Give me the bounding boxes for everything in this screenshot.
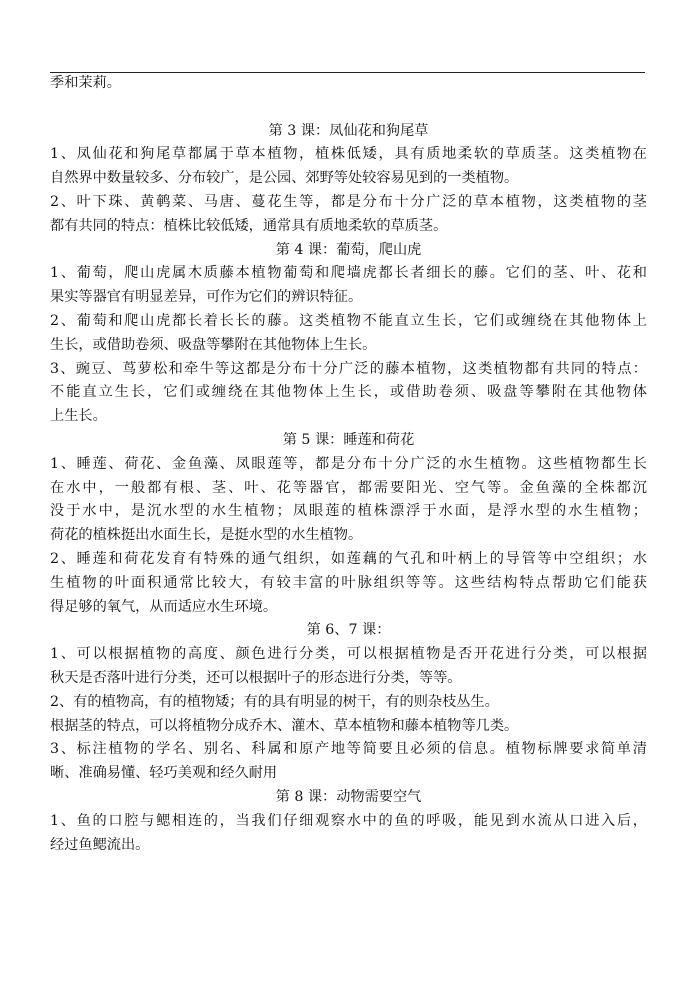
paragraph-line: 1、凤仙花和狗尾草都属于草本植物，植株低矮，具有质地柔软的草质茎。这类植物在 xyxy=(50,146,647,163)
lesson-4-title: 第 4 课：葡萄，爬山虎 xyxy=(275,241,422,258)
lesson-8-title: 第 8 课：动物需要空气 xyxy=(275,788,422,805)
continuation-text: 季和茉莉。 xyxy=(50,75,121,91)
paragraph-line: 1、鱼的口腔与鳃相连的，当我们仔细观察水中的鱼的呼吸，能见到水流从口进入后， xyxy=(50,812,647,829)
paragraph-line: 自然界中数量较多、分布较广，是公园、郊野等处较容易见到的一类植物。 xyxy=(50,170,519,187)
paragraph-line: 2、有的植物高，有的植物矮；有的具有明显的树干，有的则杂枝丛生。 xyxy=(50,693,499,710)
lesson-6-7-title: 第 6、7 课： xyxy=(306,622,391,639)
paragraph-line: 秋天是否落叶进行分类，还可以根据叶子的形态进行分类，等等。 xyxy=(50,669,462,686)
paragraph-line: 2、叶下珠、黄鹌菜、马唐、蔓花生等，都是分布十分广泛的草本植物，这类植物的茎 xyxy=(50,193,647,210)
paragraph-line: 1、可以根据植物的高度、颜色进行分类，可以根据植物是否开花进行分类，可以根据 xyxy=(50,646,647,663)
paragraph-line: 都有共同的特点：植株比较低矮，通常具有质地柔软的草质茎。 xyxy=(50,217,448,234)
lesson-5-title: 第 5 课：睡莲和荷花 xyxy=(282,431,415,448)
paragraph-line: 果实等器官有明显差异，可作为它们的辨识特征。 xyxy=(50,289,363,306)
paragraph-line: 1、睡莲、荷花、金鱼藻、凤眼莲等，都是分布十分广泛的水生植物。这些植物都生长 xyxy=(50,455,647,472)
paragraph-line: 不能直立生长，它们或缠绕在其他物体上生长，或借助卷须、吸盘等攀附在其他物体 xyxy=(50,384,647,401)
paragraph-line: 2、睡莲和荷花发育有特殊的通气组织，如莲藕的气孔和叶柄上的导管等中空组织；水 xyxy=(50,550,647,567)
paragraph-line: 上生长。 xyxy=(50,408,107,425)
document-body xyxy=(50,72,647,857)
paragraph-line: 没于水中，是沉水型的水生植物；凤眼莲的植株漂浮于水面，是浮水型的水生植物； xyxy=(50,503,647,520)
paragraph-line: 得足够的氧气，从而适应水生环境。 xyxy=(50,598,278,615)
paragraph-line: 晰、准确易懂、轻巧美观和经久耐用 xyxy=(50,765,278,782)
paragraph-line: 3、标注植物的学名、别名、科属和原产地等简要且必须的信息。植物标牌要求简单清 xyxy=(50,741,647,758)
paragraph-line: 在水中，一般都有根、茎、叶、花等器官，都需要阳光、空气等。金鱼藻的全株都沉 xyxy=(50,479,647,496)
paragraph-line: 根据茎的特点，可以将植物分成乔木、灌木、草本植物和藤本植物等几类。 xyxy=(50,717,519,734)
paragraph-line: 经过鱼鳃流出。 xyxy=(50,836,150,853)
blank-line xyxy=(50,96,647,120)
paragraph-line: 2、葡萄和爬山虎都长着长长的藤。这类植物不能直立生长，它们或缠绕在其他物体上 xyxy=(50,312,647,329)
paragraph-line: 生长，或借助卷须、吸盘等攀附在其他物体上生长。 xyxy=(50,336,377,353)
paragraph-line: 荷花的植株挺出水面生长，是挺水型的水生植物。 xyxy=(50,527,363,544)
paragraph-line: 3、豌豆、茑萝松和牵牛等这都是分布十分广泛的藤本植物，这类植物都有共同的特点： xyxy=(50,360,647,377)
paragraph-line: 生植物的叶面积通常比较大，有较丰富的叶脉组织等等。这些结构特点帮助它们能获 xyxy=(50,574,647,591)
lesson-3-title: 第 3 课：凤仙花和狗尾草 xyxy=(268,122,429,139)
paragraph-line: 1、葡萄，爬山虎属木质藤本植物葡萄和爬墙虎都长者细长的藤。它们的茎、叶、花和 xyxy=(50,265,647,282)
